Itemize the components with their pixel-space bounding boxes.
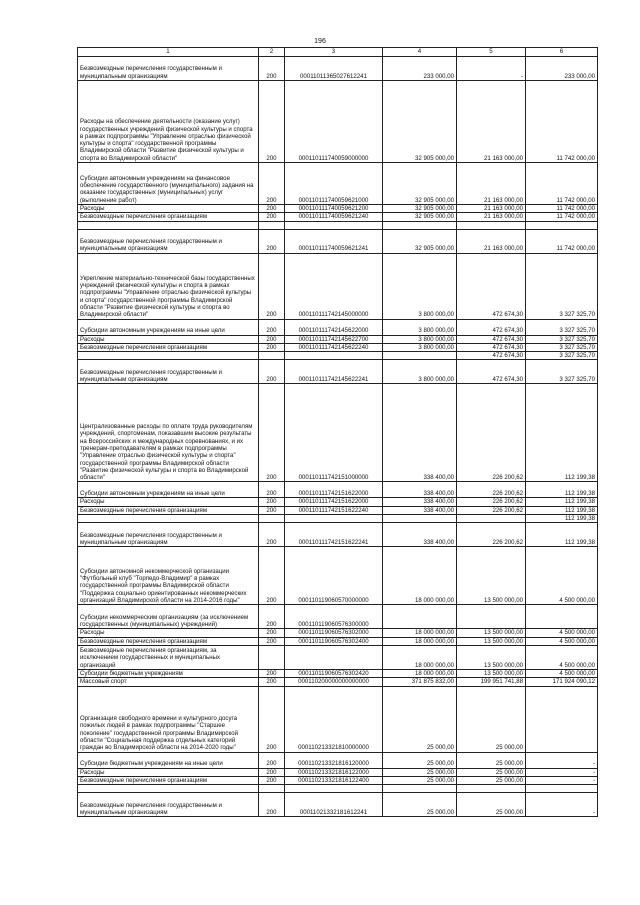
- executed-amount-cell: [457, 785, 526, 793]
- approved-amount-cell: [383, 515, 457, 523]
- table-row: [78, 335, 598, 343]
- approved-amount-cell: 338 400,00: [383, 506, 457, 514]
- unexecuted-amount-cell: [526, 221, 598, 229]
- description-cell: Безвозмездные перечисления организациям, за исключением государственных и муниципальных организаций: [78, 645, 259, 669]
- budget-code-cell: 00011011174215100000​0: [285, 384, 383, 482]
- approved-amount-cell: 18 000 000,00: [383, 637, 457, 645]
- budget-code-cell: [285, 352, 383, 360]
- admin-code-cell: 200: [259, 637, 285, 645]
- table-row: [78, 686, 598, 752]
- unexecuted-amount-cell: 4 500 000,00: [526, 637, 598, 645]
- budget-code-cell: 00011021332181612000​0: [285, 752, 383, 768]
- approved-amount-cell: 18 000 000,00: [383, 645, 457, 669]
- admin-code-cell: 200: [259, 669, 285, 677]
- budget-code-cell: [285, 785, 383, 793]
- table-row: [78, 213, 598, 221]
- approved-amount-cell: 25 000,00: [383, 768, 457, 776]
- table-row: [78, 629, 598, 637]
- description-cell: Укрепление материально-технической базы государственных учреждений физической культуры и спорта в рамках подпрограммы "Управление отраслью физической культуры и спорта" государственной программы Владимирской области "Развитие физической культуры и спорта во Владимирской области": [78, 253, 259, 319]
- executed-amount-cell: 226 200,62: [457, 498, 526, 506]
- admin-code-cell: [259, 221, 285, 229]
- executed-amount-cell: 472 674,30: [457, 253, 526, 319]
- description-cell: Централизованные расходы по оплате труда руководителям учреждений, спортсменам, показавшим высокие результаты на Всероссийских и международных соревнованиях, и их тренерам-преподавателям в рамках подпрограммы "Управление отраслью физической культуры и спорта" государственной программы Владимирской области "Развитие физической культуры и спорта во Владимирской области": [78, 384, 259, 482]
- table-row: [78, 81, 598, 163]
- budget-code-cell: 00011011174215162224​0: [285, 506, 383, 514]
- admin-code-cell: 200: [259, 629, 285, 637]
- description-cell: Безвозмездные перечисления организациям: [78, 637, 259, 645]
- budget-code-cell: 00011011174005962100​0: [285, 163, 383, 205]
- column-header-5: 5: [457, 48, 526, 57]
- unexecuted-amount-cell: 112 199,38: [526, 506, 598, 514]
- approved-amount-cell: 338 400,00: [383, 482, 457, 498]
- executed-amount-cell: 13 500 000,00: [457, 637, 526, 645]
- executed-amount-cell: 199 951 741,88: [457, 678, 526, 686]
- approved-amount-cell: 32 905 000,00: [383, 81, 457, 163]
- page-number: 196: [314, 38, 326, 45]
- table-row: [78, 360, 598, 384]
- table-row: [78, 547, 598, 605]
- executed-amount-cell: [457, 221, 526, 229]
- unexecuted-amount-cell: 233 000,00: [526, 57, 598, 81]
- executed-amount-cell: 25 000,00: [457, 776, 526, 784]
- admin-code-cell: 200: [259, 768, 285, 776]
- table-row: [78, 221, 598, 229]
- admin-code-cell: [259, 785, 285, 793]
- description-cell: Массовый спорт: [78, 678, 259, 686]
- executed-amount-cell: 25 000,00: [457, 686, 526, 752]
- budget-code-cell: 00011011174215162200​0: [285, 482, 383, 498]
- description-cell: Безвозмездные перечисления организациям: [78, 506, 259, 514]
- executed-amount-cell: 472 674,30: [457, 352, 526, 360]
- executed-amount-cell: [457, 515, 526, 523]
- executed-amount-cell: 21 163 000,00: [457, 81, 526, 163]
- description-cell: Безвозмездные перечисления организациям: [78, 343, 259, 351]
- description-cell: Безвозмездные перечисления организациям: [78, 776, 259, 784]
- budget-code-cell: 00011021332181612240​0: [285, 776, 383, 784]
- approved-amount-cell: 32 905 000,00: [383, 213, 457, 221]
- description-cell: Безвозмездные перечисления государственным и муниципальным организациям: [78, 229, 259, 253]
- approved-amount-cell: [383, 605, 457, 629]
- budget-code-cell: 00011011174214562200​0: [285, 319, 383, 335]
- executed-amount-cell: 13 500 000,00: [457, 645, 526, 669]
- executed-amount-cell: 21 163 000,00: [457, 213, 526, 221]
- description-cell: Расходы: [78, 629, 259, 637]
- budget-table: [77, 47, 598, 817]
- budget-code-cell: 00011011174215162200​0: [285, 498, 383, 506]
- unexecuted-amount-cell: 3 327 325,70: [526, 343, 598, 351]
- admin-code-cell: 200: [259, 253, 285, 319]
- approved-amount-cell: 25 000,00: [383, 686, 457, 752]
- budget-code-cell: 00011020000000000000​0: [285, 678, 383, 686]
- approved-amount-cell: [383, 785, 457, 793]
- admin-code-cell: 200: [259, 343, 285, 351]
- description-cell: Организация свободного времени и культурного досуга пожилых людей в рамках подпрограммы "Старшее поколение" государственной программы Владимирской области "Социальная поддержка отдельных категорий граждан во Владимирской области на 2014-2020 годы": [78, 686, 259, 752]
- table-row: [78, 768, 598, 776]
- admin-code-cell: [259, 515, 285, 523]
- admin-code-cell: 200: [259, 776, 285, 784]
- table-row: [78, 229, 598, 253]
- unexecuted-amount-cell: 4 500 000,00: [526, 645, 598, 669]
- unexecuted-amount-cell: 3 327 325,70: [526, 253, 598, 319]
- description-cell: Безвозмездные перечисления организациям: [78, 213, 259, 221]
- unexecuted-amount-cell: 112 199,38: [526, 515, 598, 523]
- unexecuted-amount-cell: 3 327 325,70: [526, 360, 598, 384]
- admin-code-cell: 200: [259, 506, 285, 514]
- description-cell: Безвозмездные перечисления государственным и муниципальным организациям: [78, 523, 259, 547]
- admin-code-cell: 200: [259, 793, 285, 817]
- description-cell: Субсидии бюджетным учреждениям на иные цели: [78, 752, 259, 768]
- table-row: [78, 319, 598, 335]
- budget-code-cell: 00011011906057000000​0: [285, 547, 383, 605]
- unexecuted-amount-cell: 11 742 000,00: [526, 229, 598, 253]
- description-cell: Безвозмездные перечисления государственным и муниципальным организациям: [78, 793, 259, 817]
- table-row: [78, 678, 598, 686]
- budget-code-cell: [285, 645, 383, 669]
- unexecuted-amount-cell: 112 199,38: [526, 384, 598, 482]
- admin-code-cell: 200: [259, 213, 285, 221]
- budget-code-cell: 00011011906057630200​0: [285, 629, 383, 637]
- unexecuted-amount-cell: 3 327 325,70: [526, 319, 598, 335]
- description-cell: [78, 515, 259, 523]
- admin-code-cell: 200: [259, 335, 285, 343]
- budget-code-cell: 00011011174214562270​0: [285, 335, 383, 343]
- description-cell: Расходы на обеспечение деятельности (оказание услуг) государственных учреждений физической культуры и спорта в рамках подпрограммы "Управление отраслью физической культуры и спорта" государственной программы Владимирской области "Развитие физической культуры и спорта во Владимирской области": [78, 81, 259, 163]
- table-row: [78, 163, 598, 205]
- admin-code-cell: 200: [259, 229, 285, 253]
- table-row: [78, 605, 598, 629]
- admin-code-cell: 200: [259, 81, 285, 163]
- column-header-6: 6: [526, 48, 598, 57]
- table-row: [78, 776, 598, 784]
- column-header-2: 2: [259, 48, 285, 57]
- budget-code-cell: 00011011906057630242​0: [285, 669, 383, 677]
- executed-amount-cell: 13 500 000,00: [457, 629, 526, 637]
- admin-code-cell: 200: [259, 498, 285, 506]
- executed-amount-cell: [457, 605, 526, 629]
- approved-amount-cell: 3 800 000,00: [383, 360, 457, 384]
- unexecuted-amount-cell: 3 327 325,70: [526, 352, 598, 360]
- budget-code-cell: 00011011174215162224​1: [285, 523, 383, 547]
- unexecuted-amount-cell: 11 742 000,00: [526, 81, 598, 163]
- executed-amount-cell: 25 000,00: [457, 752, 526, 768]
- description-cell: [78, 221, 259, 229]
- admin-code-cell: 200: [259, 163, 285, 205]
- budget-code-cell: 00011011174005900000​0: [285, 81, 383, 163]
- executed-amount-cell: 226 200,62: [457, 506, 526, 514]
- admin-code-cell: 200: [259, 678, 285, 686]
- approved-amount-cell: 338 400,00: [383, 384, 457, 482]
- budget-code-cell: 00011011906057630240​0: [285, 637, 383, 645]
- header-row: [78, 48, 598, 57]
- executed-amount-cell: 25 000,00: [457, 793, 526, 817]
- unexecuted-amount-cell: -: [526, 768, 598, 776]
- executed-amount-cell: 472 674,30: [457, 360, 526, 384]
- table-row: [78, 343, 598, 351]
- executed-amount-cell: 21 163 000,00: [457, 205, 526, 213]
- budget-code-cell: 000110113650276122​41: [285, 57, 383, 81]
- admin-code-cell: [259, 645, 285, 669]
- unexecuted-amount-cell: 112 199,38: [526, 482, 598, 498]
- unexecuted-amount-cell: 11 742 000,00: [526, 205, 598, 213]
- budget-code-cell: 00011011174214500000​0: [285, 253, 383, 319]
- approved-amount-cell: 18 000 000,00: [383, 547, 457, 605]
- approved-amount-cell: 32 905 000,00: [383, 163, 457, 205]
- table-row: [78, 523, 598, 547]
- executed-amount-cell: 472 674,30: [457, 319, 526, 335]
- unexecuted-amount-cell: 4 500 000,00: [526, 547, 598, 605]
- approved-amount-cell: 3 800 000,00: [383, 335, 457, 343]
- approved-amount-cell: 3 800 000,00: [383, 319, 457, 335]
- executed-amount-cell: -: [457, 57, 526, 81]
- description-cell: Безвозмездные перечисления государственным и муниципальным организациям: [78, 57, 259, 81]
- description-cell: Субсидии автономным учреждениям на иные цели: [78, 319, 259, 335]
- table-row: [78, 637, 598, 645]
- description-cell: Расходы: [78, 498, 259, 506]
- approved-amount-cell: 338 400,00: [383, 498, 457, 506]
- approved-amount-cell: 371 875 832,00: [383, 678, 457, 686]
- unexecuted-amount-cell: 11 742 000,00: [526, 213, 598, 221]
- unexecuted-amount-cell: -: [526, 776, 598, 784]
- admin-code-cell: 200: [259, 360, 285, 384]
- table-row: [78, 645, 598, 669]
- budget-code-cell: 00011011906057630000​0: [285, 605, 383, 629]
- admin-code-cell: 200: [259, 482, 285, 498]
- approved-amount-cell: 32 905 000,00: [383, 229, 457, 253]
- budget-code-cell: [285, 515, 383, 523]
- approved-amount-cell: 25 000,00: [383, 793, 457, 817]
- table-row: [78, 482, 598, 498]
- unexecuted-amount-cell: -: [526, 793, 598, 817]
- table-row: [78, 498, 598, 506]
- admin-code-cell: [259, 352, 285, 360]
- description-cell: Субсидии некоммерческим организациям (за исключением государственных (муниципальных) учреждений): [78, 605, 259, 629]
- executed-amount-cell: 21 163 000,00: [457, 229, 526, 253]
- executed-amount-cell: 13 500 000,00: [457, 669, 526, 677]
- budget-code-cell: 00011021332181612200​0: [285, 768, 383, 776]
- unexecuted-amount-cell: 112 199,38: [526, 498, 598, 506]
- approved-amount-cell: 3 800 000,00: [383, 253, 457, 319]
- table-row: [78, 352, 598, 360]
- executed-amount-cell: 21 163 000,00: [457, 163, 526, 205]
- description-cell: Субсидии автономной некоммерческой организации "Футбольный клуб "Торпедо-Владимир" в рамках государственной программы Владимирской области "Поддержка социально ориентированных некоммерческих организаций Владимирской области на 2014-2016 годы": [78, 547, 259, 605]
- executed-amount-cell: 226 200,62: [457, 384, 526, 482]
- executed-amount-cell: 13 500 000,00: [457, 547, 526, 605]
- unexecuted-amount-cell: [526, 605, 598, 629]
- approved-amount-cell: 25 000,00: [383, 752, 457, 768]
- unexecuted-amount-cell: -: [526, 752, 598, 768]
- description-cell: Безвозмездные перечисления государственным и муниципальным организациям: [78, 360, 259, 384]
- budget-code-cell: 00011011174214562224​0: [285, 343, 383, 351]
- budget-code-cell: 00011011174005962120​0: [285, 205, 383, 213]
- table-row: [78, 793, 598, 817]
- admin-code-cell: 200: [259, 686, 285, 752]
- column-header-1: 1: [78, 48, 259, 57]
- admin-code-cell: 200: [259, 205, 285, 213]
- admin-code-cell: 200: [259, 752, 285, 768]
- approved-amount-cell: [383, 221, 457, 229]
- description-cell: Расходы: [78, 335, 259, 343]
- executed-amount-cell: 472 674,30: [457, 343, 526, 351]
- budget-code-cell: 00011011174214562224​1: [285, 360, 383, 384]
- table-row: [78, 752, 598, 768]
- executed-amount-cell: 226 200,62: [457, 523, 526, 547]
- description-cell: Расходы: [78, 768, 259, 776]
- unexecuted-amount-cell: [526, 785, 598, 793]
- approved-amount-cell: 32 905 000,00: [383, 205, 457, 213]
- budget-code-cell: 00011011174005962124​0: [285, 213, 383, 221]
- admin-code-cell: 200: [259, 319, 285, 335]
- table-row: [78, 669, 598, 677]
- table-row: [78, 253, 598, 319]
- unexecuted-amount-cell: 112 199,38: [526, 523, 598, 547]
- description-cell: [78, 352, 259, 360]
- description-cell: Субсидии бюджетным учреждениям: [78, 669, 259, 677]
- column-header-3: 3: [285, 48, 383, 57]
- approved-amount-cell: 338 400,00: [383, 523, 457, 547]
- approved-amount-cell: [383, 352, 457, 360]
- admin-code-cell: 200: [259, 547, 285, 605]
- table-row: [78, 785, 598, 793]
- table-row: [78, 515, 598, 523]
- budget-code-cell: 00011021332181000000​0: [285, 686, 383, 752]
- unexecuted-amount-cell: 171 924 090,12: [526, 678, 598, 686]
- table-row: [78, 57, 598, 81]
- description-cell: Расходы: [78, 205, 259, 213]
- budget-code-cell: 00011011174005962124​1: [285, 229, 383, 253]
- budget-code-cell: 00011021332181612241: [285, 793, 383, 817]
- description-cell: Субсидии автономным учреждениям на иные цели: [78, 482, 259, 498]
- description-cell: Субсидии автономным учреждениям на финансовое обеспечение государственного (муниципального) задания на оказание государственных (муниципальных) услуг (выполнение работ): [78, 163, 259, 205]
- table-row: [78, 506, 598, 514]
- admin-code-cell: 200: [259, 384, 285, 482]
- table-row: [78, 205, 598, 213]
- table-row: [78, 384, 598, 482]
- admin-code-cell: 200: [259, 523, 285, 547]
- admin-code-cell: 200: [259, 605, 285, 629]
- unexecuted-amount-cell: 11 742 000,00: [526, 163, 598, 205]
- approved-amount-cell: 25 000,00: [383, 776, 457, 784]
- executed-amount-cell: 472 674,30: [457, 335, 526, 343]
- approved-amount-cell: 18 000 000,00: [383, 629, 457, 637]
- approved-amount-cell: 233 000,00: [383, 57, 457, 81]
- approved-amount-cell: 3 800 000,00: [383, 343, 457, 351]
- unexecuted-amount-cell: [526, 686, 598, 752]
- budget-code-cell: [285, 221, 383, 229]
- approved-amount-cell: 18 000 000,00: [383, 669, 457, 677]
- executed-amount-cell: 226 200,62: [457, 482, 526, 498]
- executed-amount-cell: 25 000,00: [457, 768, 526, 776]
- unexecuted-amount-cell: 3 327 325,70: [526, 335, 598, 343]
- column-header-4: 4: [383, 48, 457, 57]
- unexecuted-amount-cell: 4 500 000,00: [526, 629, 598, 637]
- unexecuted-amount-cell: 4 500 000,00: [526, 669, 598, 677]
- admin-code-cell: 200: [259, 57, 285, 81]
- description-cell: [78, 785, 259, 793]
